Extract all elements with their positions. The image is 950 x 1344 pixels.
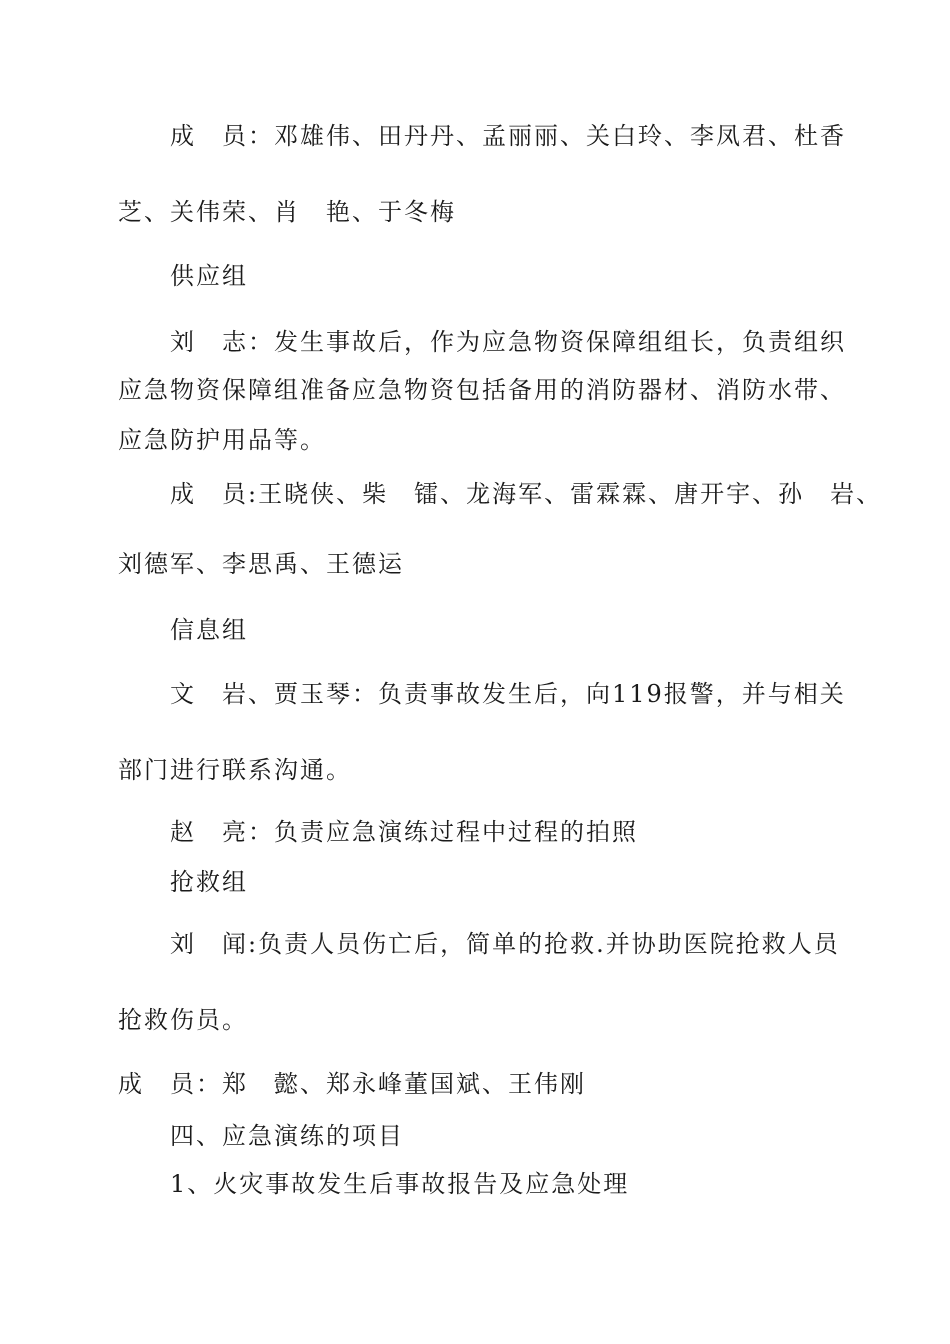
photo-duty-line: 赵 亮：负责应急演练过程中过程的拍照: [170, 818, 638, 846]
drill-item-1: 1、火灾事故发生后事故报告及应急处理: [170, 1170, 630, 1198]
supply-leader-line-3: 应急防护用品等。: [118, 426, 326, 454]
section-heading-drill-items: 四、应急演练的项目: [170, 1122, 404, 1150]
supply-members-line-1: 成 员：邓雄伟、田丹丹、孟丽丽、关白玲、李凤君、杜香: [170, 122, 846, 150]
supply-leader-line-1: 刘 志：发生事故后，作为应急物资保障组组长，负责组织: [170, 328, 846, 356]
section-heading-supply: 供应组: [170, 262, 248, 290]
rescue-duty-line-2: 抢救伤员。: [118, 1006, 248, 1034]
info-duty-line-1: 文 岩、贾玉琴：负责事故发生后，向119报警，并与相关: [170, 680, 846, 708]
supply-leader-line-2: 应急物资保障组准备应急物资包括备用的消防器材、消防水带、: [118, 376, 846, 404]
section-heading-info: 信息组: [170, 616, 248, 644]
section-heading-rescue: 抢救组: [170, 868, 248, 896]
supply-team-members-line-2: 刘德军、李思禹、王德运: [118, 550, 404, 578]
rescue-duty-line-1: 刘 闻:负责人员伤亡后，简单的抢救.并协助医院抢救人员: [170, 930, 840, 958]
supply-team-members-line-1: 成 员:王晓侠、柴 镭、龙海军、雷霖霖、唐开宇、孙 岩、: [170, 480, 883, 508]
supply-members-line-2: 芝、关伟荣、肖 艳、于冬梅: [118, 198, 456, 226]
info-duty-line-2: 部门进行联系沟通。: [118, 756, 352, 784]
rescue-members-line: 成 员：郑 懿、郑永峰董国斌、王伟刚: [118, 1070, 586, 1098]
